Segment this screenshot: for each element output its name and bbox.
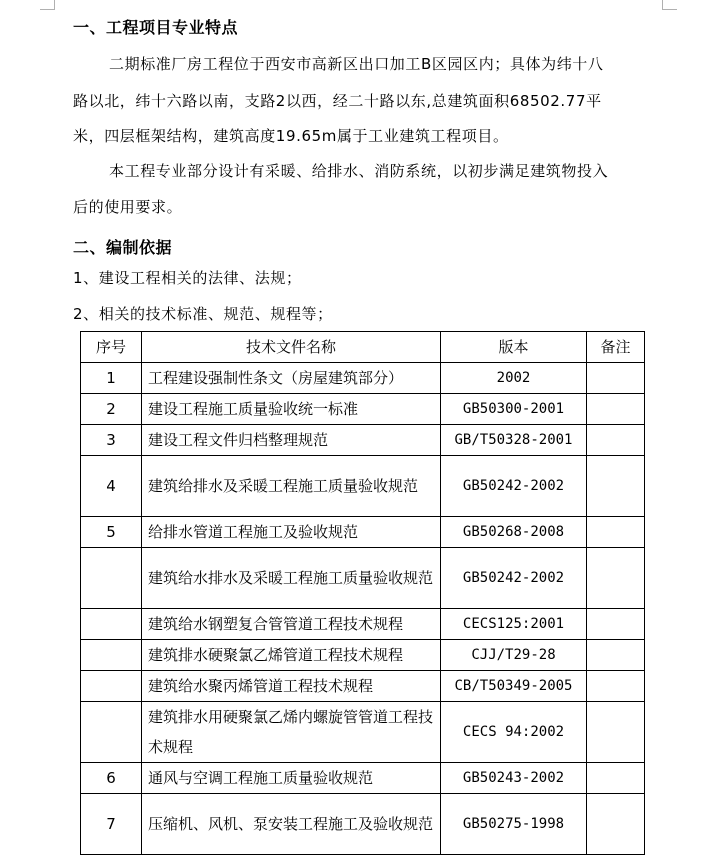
crop-mark-top-left-horizontal (40, 9, 55, 10)
table-row (81, 517, 645, 548)
row-version: CJJ/T29-28 (441, 640, 587, 671)
row-number (81, 640, 142, 671)
row-document-name: 建设工程文件归档整理规范 (142, 425, 441, 456)
row-number: 6 (81, 763, 142, 794)
row-number: 5 (81, 517, 142, 548)
table-row (81, 548, 645, 609)
section2-item2: 2、相关的技术标准、规范、规程等； (73, 305, 333, 323)
section1-heading: 一、工程项目专业特点 (73, 18, 239, 37)
row-number: 4 (81, 456, 142, 517)
section2-heading: 二、编制依据 (73, 238, 173, 257)
row-document-name: 建筑排水用硬聚氯乙烯内螺旋管管道工程技术规程 (142, 702, 441, 763)
table-body (81, 363, 645, 855)
row-document-name: 工程建设强制性条文（房屋建筑部分） (142, 363, 441, 394)
row-document-name: 建筑排水硬聚氯乙烯管道工程技术规程 (142, 640, 441, 671)
row-version: GB50242-2002 (441, 548, 587, 609)
table-row (81, 394, 645, 425)
row-version: CECS 94:2002 (441, 702, 587, 763)
row-note (587, 425, 645, 456)
row-version: GB50243-2002 (441, 763, 587, 794)
row-number: 1 (81, 363, 142, 394)
row-number (81, 671, 142, 702)
section2-item1: 1、建设工程相关的法律、法规； (73, 269, 302, 287)
header-no: 序号 (81, 332, 142, 363)
row-document-name: 建筑给排水及采暖工程施工质量验收规范 (142, 456, 441, 517)
row-note (587, 394, 645, 425)
row-number: 7 (81, 794, 142, 855)
row-note (587, 363, 645, 394)
standards-table (80, 331, 645, 855)
row-number (81, 702, 142, 763)
row-note (587, 702, 645, 763)
row-document-name: 建筑给水钢塑复合管管道工程技术规程 (142, 609, 441, 640)
row-note (587, 517, 645, 548)
crop-mark-top-right-horizontal (662, 9, 677, 10)
row-note (587, 609, 645, 640)
header-note: 备注 (587, 332, 645, 363)
row-document-name: 给排水管道工程施工及验收规范 (142, 517, 441, 548)
row-note (587, 548, 645, 609)
row-document-name: 建筑给水聚丙烯管道工程技术规程 (142, 671, 441, 702)
row-note (587, 763, 645, 794)
row-version: GB50242-2002 (441, 456, 587, 517)
table-row (81, 425, 645, 456)
row-note (587, 671, 645, 702)
row-document-name: 压缩机、风机、泵安装工程施工及验收规范 (142, 794, 441, 855)
section1-para2-line2: 后的使用要求。 (73, 198, 183, 216)
table-row (81, 671, 645, 702)
row-document-name: 建设工程施工质量验收统一标准 (142, 394, 441, 425)
row-number (81, 548, 142, 609)
table-header-row (81, 332, 645, 363)
row-version: GB/T50328-2001 (441, 425, 587, 456)
table-row (81, 702, 645, 763)
row-note (587, 640, 645, 671)
table-row (81, 609, 645, 640)
row-version: GB50268-2008 (441, 517, 587, 548)
row-number: 2 (81, 394, 142, 425)
row-version: GB50300-2001 (441, 394, 587, 425)
table-row (81, 640, 645, 671)
row-version: GB50275-1998 (441, 794, 587, 855)
section1-para1-line2: 路以北，纬十六路以南，支路2以西，经二十路以东,总建筑面积68502.77平 (73, 92, 602, 110)
table-row (81, 763, 645, 794)
header-version: 版本 (441, 332, 587, 363)
row-version: CB/T50349-2005 (441, 671, 587, 702)
row-note (587, 456, 645, 517)
row-version: 2002 (441, 363, 587, 394)
row-document-name: 通风与空调工程施工质量验收规范 (142, 763, 441, 794)
row-number: 3 (81, 425, 142, 456)
row-document-name: 建筑给水排水及采暖工程施工质量验收规范 (142, 548, 441, 609)
section1-para1-line1: 二期标准厂房工程位于西安市高新区出口加工B区园区内；具体为纬十八 (109, 55, 604, 73)
row-version: CECS125:2001 (441, 609, 587, 640)
table-row (81, 794, 645, 855)
row-number (81, 609, 142, 640)
section1-para2-line1: 本工程专业部分设计有采暖、给排水、消防系统，以初步满足建筑物投入 (109, 162, 609, 180)
section1-para1-line3: 米，四层框架结构，建筑高度19.65m属于工业建筑工程项目。 (73, 127, 509, 145)
table-row (81, 456, 645, 517)
table-row (81, 363, 645, 394)
header-name: 技术文件名称 (142, 332, 441, 363)
row-note (587, 794, 645, 855)
